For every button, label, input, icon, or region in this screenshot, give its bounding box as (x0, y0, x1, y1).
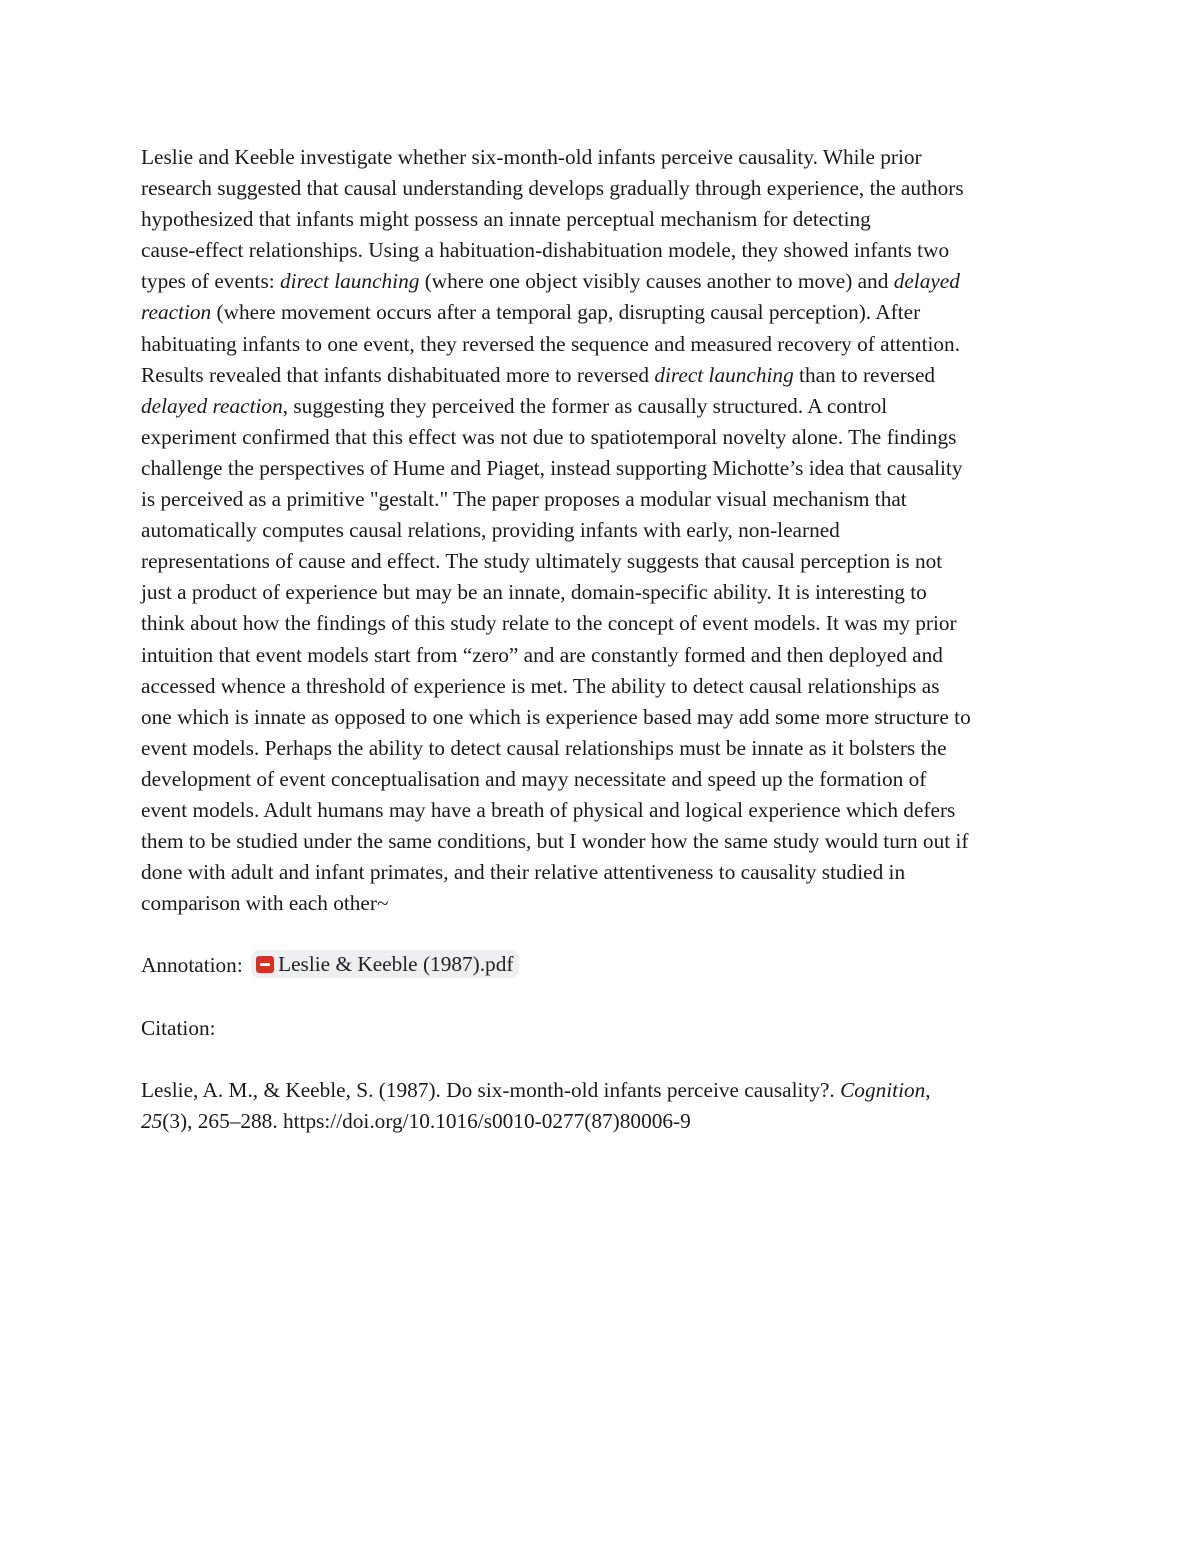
text-run: habituating infants to one event, they reversed the sequence and measured recovery of attention. (141, 331, 961, 356)
attachment-file-name: Leslie & Keeble (1987).pdf (278, 952, 514, 977)
text-line (141, 173, 1066, 204)
text-run: accessed whence a threshold of experience is met. The ability to detect causal relationships as (141, 673, 940, 698)
text-line (141, 1075, 1066, 1106)
text-run: them to be studied under the same conditions, but I wonder how the same study would turn out if (141, 829, 969, 854)
text-line (141, 857, 1066, 888)
text-line (141, 142, 1066, 173)
text-line (141, 453, 1066, 484)
text-line (141, 888, 1066, 919)
italic-text-run: reaction (141, 300, 212, 325)
annotation-row (141, 950, 1066, 981)
text-run: types of events: (141, 269, 280, 294)
italic-text-run: 25 (141, 1108, 163, 1133)
text-run: Leslie, A. M., & Keeble, S. (1987). Do six-month-old infants perceive causality?. (141, 1077, 841, 1102)
text-run: , suggesting they perceived the former as causally structured. A control (282, 393, 888, 418)
text-run: intuition that event models start from “zero” and are constantly formed and then deployed and (141, 642, 943, 667)
paragraph-spacer (141, 919, 1066, 950)
text-line (141, 329, 1066, 360)
text-run: comparison with each other~ (141, 891, 389, 916)
text-run: Results revealed that infants dishabituated more to reversed (141, 362, 655, 387)
text-run: event models. Adult humans may have a breath of physical and logical experience which defers (141, 797, 956, 822)
text-run: Leslie and Keeble investigate whether six-month-old infants perceive causality. While prior (141, 145, 922, 169)
text-run: representations of cause and effect. The study ultimately suggests that causal perception is not (141, 549, 943, 574)
document-body (141, 142, 1066, 1137)
text-run: is perceived as a primitive "gestalt." The paper proposes a modular visual mechanism that (141, 487, 907, 512)
text-run: done with adult and infant primates, and their relative attentiveness to causality studied in (141, 860, 906, 885)
text-line (141, 733, 1066, 764)
text-line (141, 546, 1066, 577)
text-line (141, 608, 1066, 639)
text-run: automatically computes causal relations, providing infants with early, non-learned (141, 518, 840, 543)
citation-paragraph (141, 1075, 1066, 1137)
text-run: than to reversed (793, 362, 936, 387)
text-run: (where movement occurs after a temporal gap, disrupting causal perception). After (211, 300, 921, 325)
text-line (141, 391, 1066, 422)
text-run: one which is innate as opposed to one which is experience based may add some more structure to (141, 704, 971, 729)
italic-text-run: delayed reaction (141, 393, 283, 418)
pdf-file-icon (256, 956, 274, 973)
text-run: development of event conceptualisation and mayy necessitate and speed up the formation of (141, 766, 927, 791)
italic-text-run: Cognition (840, 1077, 926, 1102)
text-run: experiment confirmed that this effect was not due to spatiotemporal novelty alone. The findings (141, 424, 957, 449)
text-line (141, 1106, 1066, 1137)
italic-text-run: delayed (893, 269, 960, 294)
text-line (141, 640, 1066, 671)
paragraph-spacer (141, 982, 1066, 1013)
text-run: , (925, 1077, 931, 1102)
summary-paragraph (141, 142, 1066, 919)
text-run: think about how the findings of this study relate to the concept of event models. It was my prior (141, 611, 957, 636)
text-run: (3), 265–288. https://doi.org/10.1016/s0010-0277(87)80006-9 (162, 1108, 691, 1133)
text-line (141, 266, 1066, 297)
text-run: just a product of experience but may be an innate, domain-specific ability. It is interesting to (141, 580, 927, 605)
text-line (141, 826, 1066, 857)
pdf-attachment-chip[interactable] (251, 950, 519, 978)
text-run: challenge the perspectives of Hume and Piaget, instead supporting Michotte’s idea that causality (141, 455, 963, 480)
text-run: research suggested that causal understanding develops gradually through experience, the authors (141, 176, 964, 201)
text-line (141, 577, 1066, 608)
text-line (141, 422, 1066, 453)
text-run: (where one object visibly causes another to move) and (419, 269, 894, 294)
text-run: cause-effect relationships. Using a habituation-dishabituation modele, they showed infants two (141, 238, 950, 263)
text-line (141, 484, 1066, 515)
italic-text-run: direct launching (654, 362, 794, 387)
text-line (141, 671, 1066, 702)
text-line (141, 297, 1066, 328)
citation-heading: Citation: (141, 1015, 216, 1040)
text-line (141, 764, 1066, 795)
text-line (141, 360, 1066, 391)
paragraph-spacer (141, 1044, 1066, 1075)
italic-text-run: direct launching (280, 269, 420, 294)
text-line (141, 702, 1066, 733)
text-run: hypothesized that infants might possess an innate perceptual mechanism for detecting (141, 207, 871, 232)
text-run: event models. Perhaps the ability to detect causal relationships must be innate as it bolsters the (141, 735, 947, 760)
text-line (141, 515, 1066, 546)
text-line (141, 795, 1066, 826)
text-line (141, 235, 1066, 266)
text-line (141, 204, 1066, 235)
annotation-label: Annotation: (141, 953, 249, 978)
